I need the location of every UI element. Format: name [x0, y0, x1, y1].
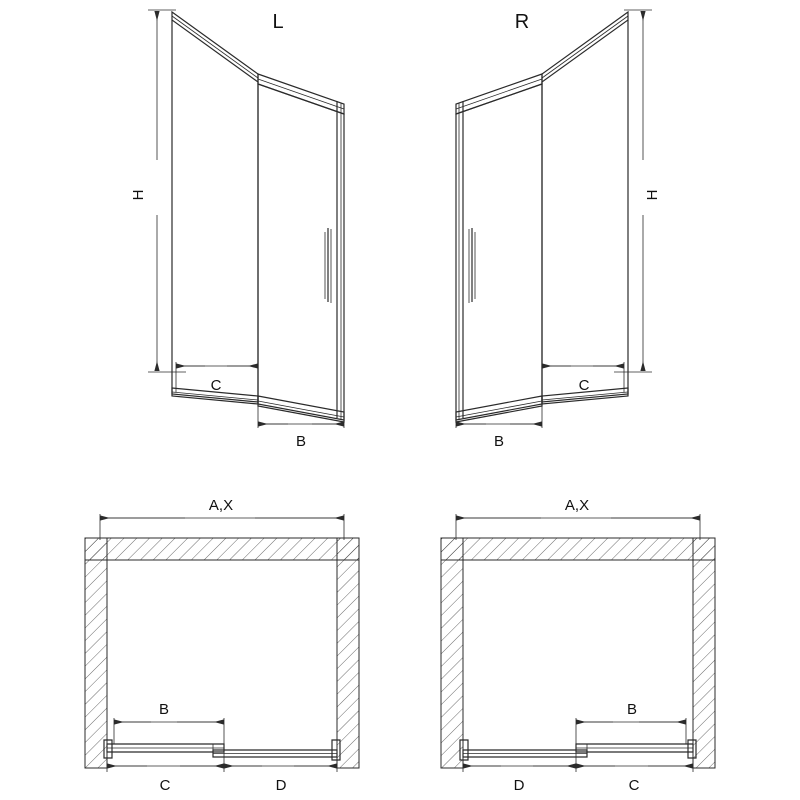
dim-label-H-right: H — [644, 189, 661, 201]
plan-right-enclosure — [460, 740, 696, 760]
variant-label-R: R — [514, 11, 530, 33]
elevation-right-fixed-panel — [542, 12, 628, 404]
plan-left-view — [85, 497, 359, 794]
plan-left-dim-C-D — [107, 757, 337, 794]
dim-label-D-plan-left: D — [275, 777, 287, 794]
plan-left-dim-B — [114, 701, 224, 744]
dim-label-D-plan-right: D — [513, 777, 525, 794]
variant-label-L: L — [272, 11, 284, 33]
dim-label-H-left: H — [130, 189, 147, 201]
door-handle-right-view — [469, 228, 475, 303]
plan-right-walls — [441, 538, 715, 768]
dim-label-B-right: B — [493, 433, 505, 450]
dim-label-C-right: C — [578, 377, 590, 394]
plan-right-dim-B — [576, 701, 686, 744]
plan-right-dim-AX — [456, 497, 700, 540]
dim-label-C-plan-left: C — [159, 777, 171, 794]
elevation-left-sliding-door — [258, 74, 344, 422]
elevation-right-height-dimension — [614, 10, 661, 372]
elevation-right-sliding-door — [456, 74, 542, 422]
elevation-left-view — [130, 10, 344, 450]
dim-label-B-plan-right: B — [626, 701, 638, 718]
elevation-left-height-dimension — [130, 10, 186, 372]
plan-right-view — [441, 497, 715, 794]
plan-left-walls — [85, 538, 359, 768]
plan-right-dim-D-C — [463, 757, 693, 794]
dim-label-AX-right: A,X — [564, 497, 590, 514]
dim-label-B-plan-left: B — [158, 701, 170, 718]
door-handle-left-view — [325, 228, 331, 303]
elevation-left-dim-C — [172, 362, 258, 396]
elevation-right-view — [456, 10, 661, 450]
plan-left-dim-AX — [100, 497, 344, 540]
dim-label-C-left: C — [210, 377, 222, 394]
elevation-left-fixed-panel — [172, 12, 258, 404]
plan-left-enclosure — [104, 740, 340, 760]
dim-label-C-plan-right: C — [628, 777, 640, 794]
dim-label-AX-left: A,X — [208, 497, 234, 514]
dim-label-B-left: B — [295, 433, 307, 450]
